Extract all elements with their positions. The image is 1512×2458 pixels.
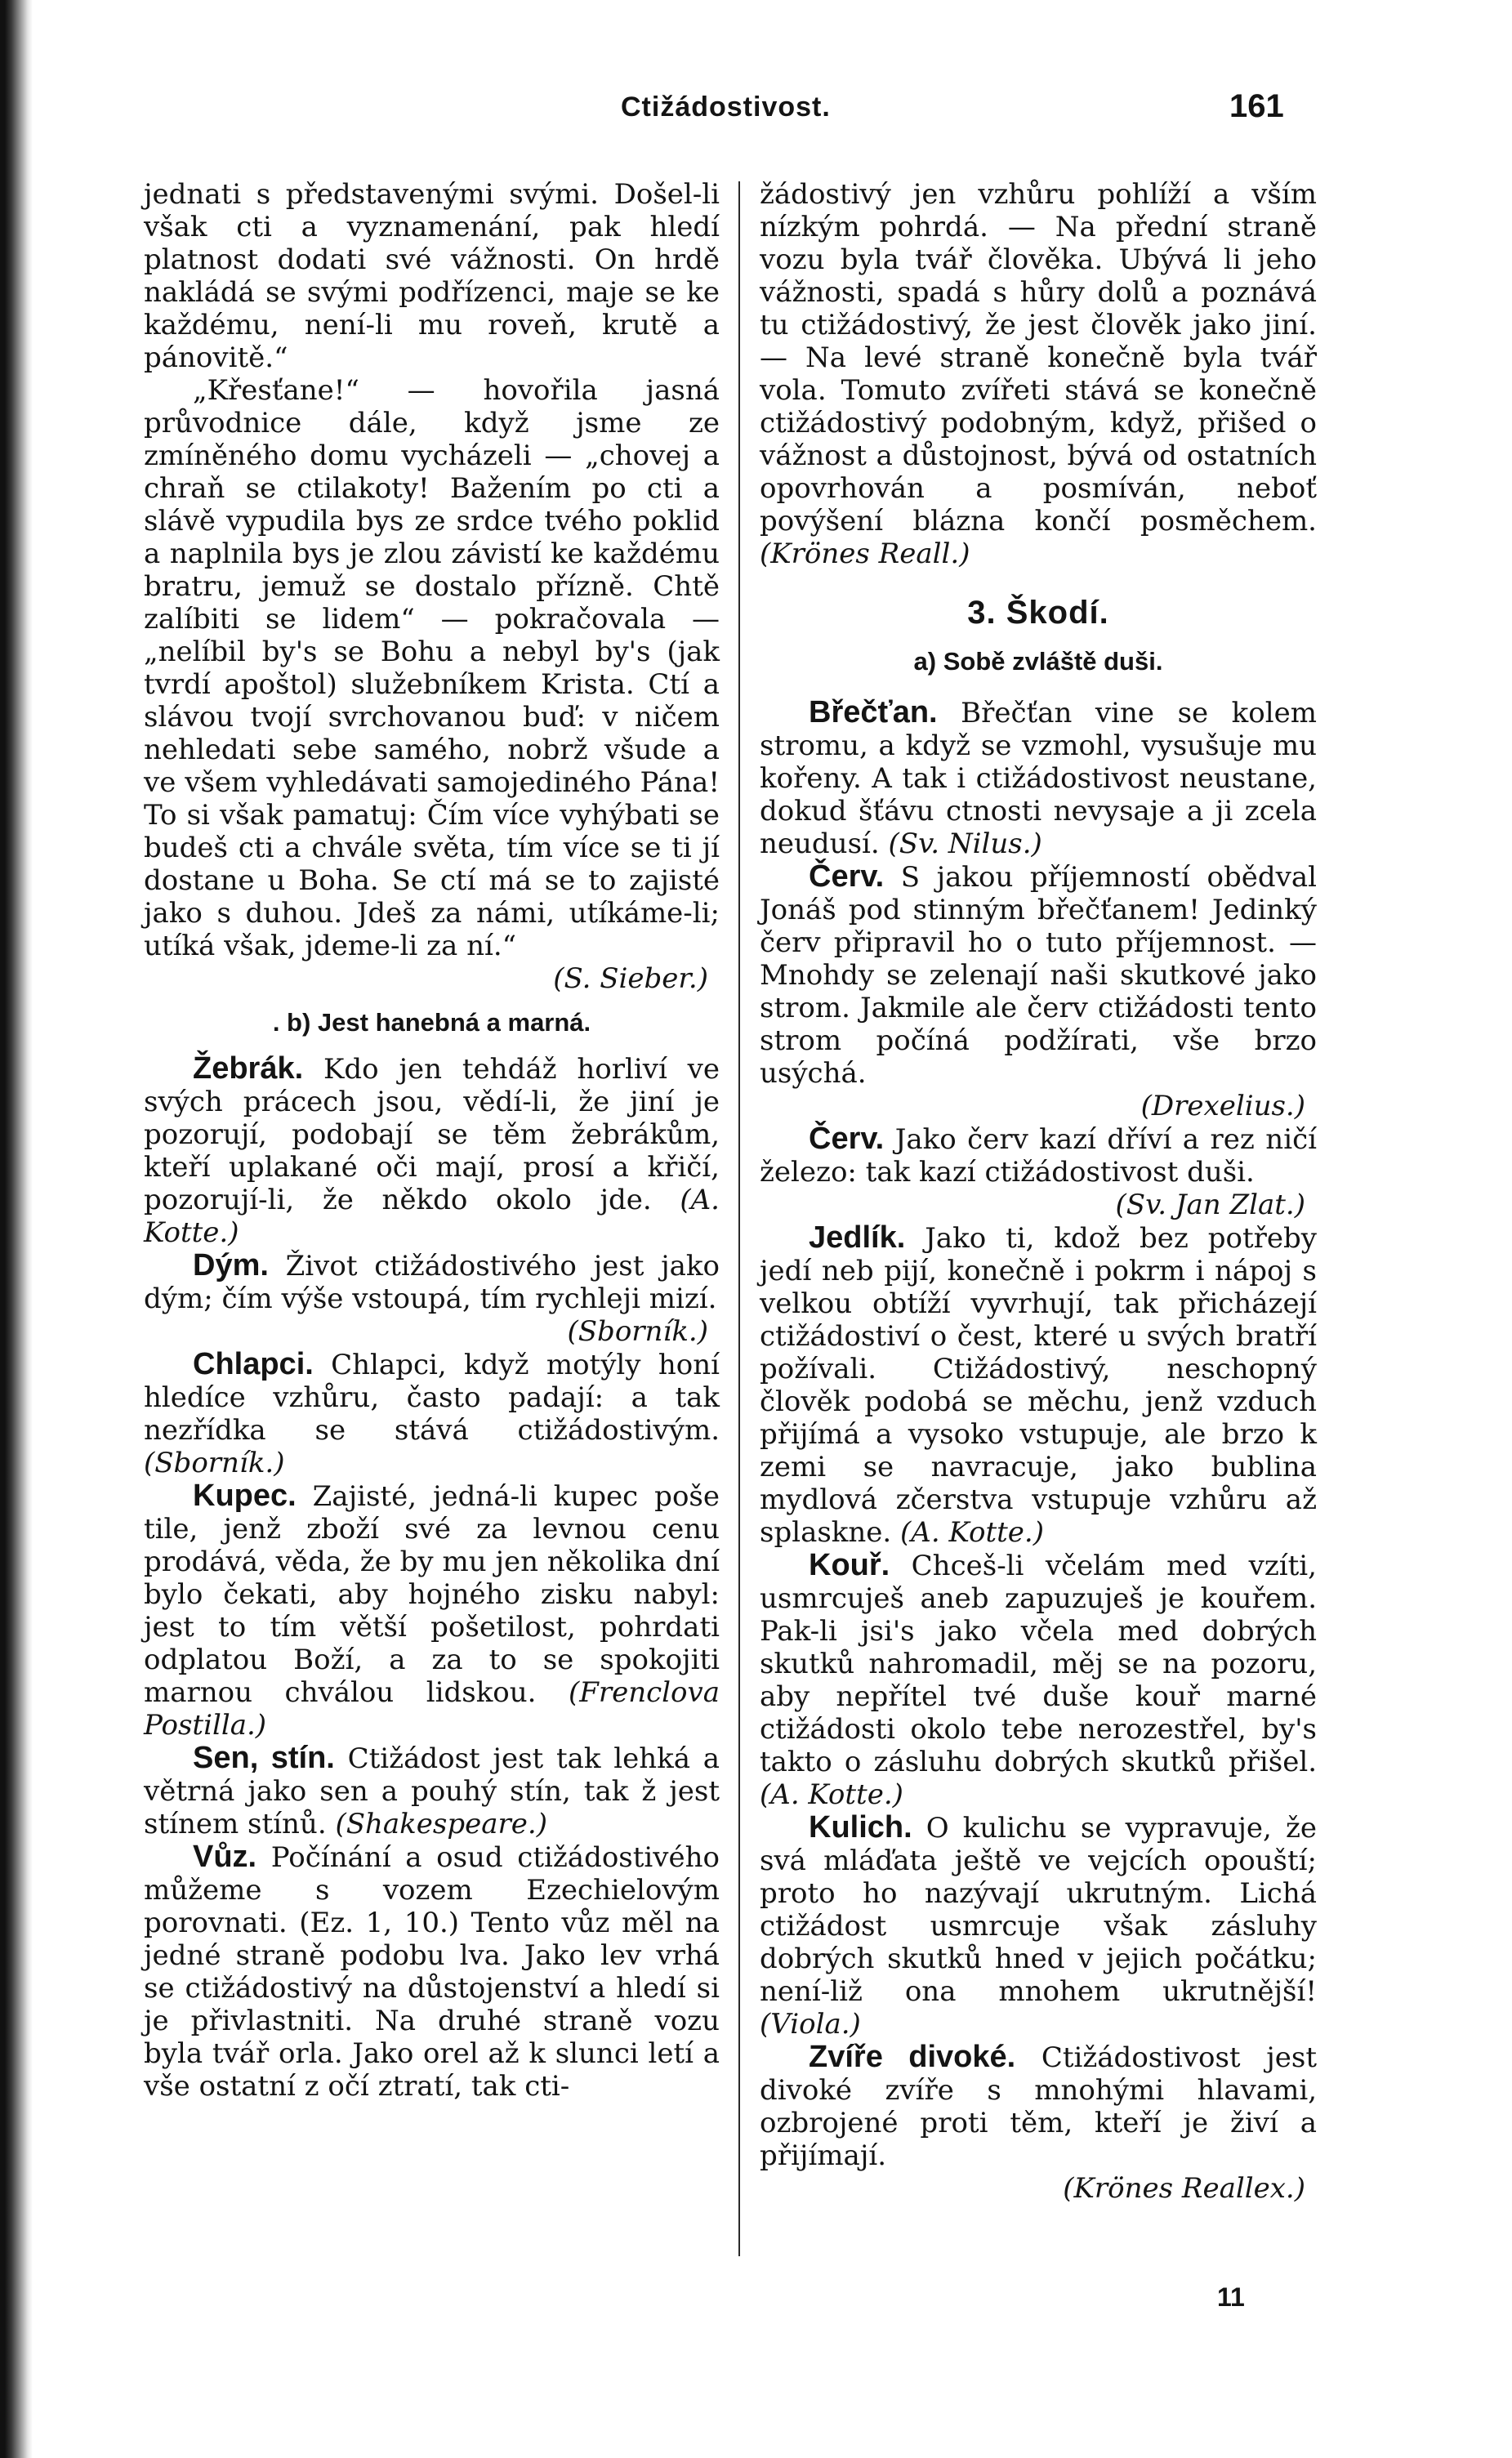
source-citation: (Sborník.) (567, 1315, 708, 1348)
subheading: . b) Jest hanebná a marná. (272, 1008, 591, 1037)
source-citation: (A. Kotte.) (760, 1778, 903, 1811)
entry-term: Vůz. (193, 1840, 257, 1874)
entry-text: Chceš-li včelám med vzíti, usmrcuješ aneb zapuzuješ je kouřem. Pak-li jsi's jako včela med dobrých skutků nahromadil, měj se na pozoru, aby nepřítel tvé duše kouř marné ctižádosti okolo tebe nerozestřel, by's takto o zásluhu dobrých skutků přišel. (760, 1550, 1317, 1778)
entry (760, 696, 1317, 860)
entry-term: Kouř. (809, 1548, 890, 1582)
source-citation: (Drexelius.) (1140, 1090, 1305, 1122)
paragraph (144, 374, 720, 995)
source-citation: (Sv. Nilus.) (888, 828, 1042, 860)
entry (760, 1221, 1317, 1549)
entry (760, 1122, 1317, 1221)
source-citation: (Krönes Reallex.) (1063, 2172, 1305, 2205)
left-column (144, 178, 720, 2103)
entry-term: Dým. (193, 1248, 269, 1283)
entry-term: Kupec. (193, 1479, 297, 1513)
column-divider (738, 181, 740, 2256)
entry-term: Chlapci. (193, 1347, 314, 1381)
entry (760, 860, 1317, 1122)
entry (144, 1840, 720, 2103)
entry-term: Červ. (809, 859, 885, 894)
entry-term: Jedlík. (809, 1220, 906, 1255)
entry-text: Zajisté, jedná-li kupec poše tile, jenž zboží své za levnou cenu prodává, věda, že by mu jen několika dní bylo čekati, aby hojného zisku nabyl: jest to tím větší pošetilost, pohrdati odplatou Boží, a za to se spokojiti marnou chválou lidskou. (144, 1480, 720, 1709)
entry (760, 1811, 1317, 2041)
entry (760, 2041, 1317, 2205)
source-citation: (Krönes Reall.) (760, 538, 970, 570)
source-citation: (S. Sieber.) (553, 962, 708, 995)
paragraph (760, 178, 1317, 570)
source-citation: (Frenclova Postilla.) (144, 1676, 720, 1742)
entry-text: Ctižádost jest tak lehká a větrná jako sen a pouhý stín, tak ž jest stínem stínů. (144, 1742, 720, 1840)
source-citation: (Shakespeare.) (335, 1808, 547, 1840)
source-citation: (A. Kotte.) (900, 1516, 1044, 1549)
entry-text: Počínání a osud ctižádostivého můžeme s vozem Ezechielovým porovnati. (Ez. 1, 10.) Tento vůz měl na jedné straně podobu lva. Jako lev vrhá se ctižádostivý na důstojenství a hledí si je přivlastniti. Na druhé straně vozu byla tvář orla. Jako orel až k slunci letí a vše ostatní z očí ztratí, tak cti- (144, 1841, 720, 2103)
entry-text: S jakou příjemností obědval Jonáš pod stinným břečťanem! Jedinký červ připravil ho o tuto příjemnost. — Mnohdy se zelenají naši skutkové jako strom. Jakmile ale červ ctižádosti tento strom počíná podžírati, vše brzo usýchá. (760, 861, 1317, 1090)
source-citation: (A. Kotte.) (144, 1184, 720, 1249)
entry-term: Žebrák. (193, 1051, 304, 1086)
entry-term: Červ. (809, 1122, 885, 1156)
entry (144, 1052, 720, 1249)
entry-text: Život ctižádostivého jest jako dým; čím výše vstoupá, tím rychleji mizí. (144, 1250, 720, 1315)
paragraph: jednati s představenými svými. Došel-li však cti a vyznamenání, pak hledí platnost dodati své vážnosti. On hrdě nakládá se svými podřízenci, maje se ke každému, není-li mu roveň, krutě a pánovitě.“ (144, 178, 720, 374)
entry-text: Ctižádostivost jest divoké zvíře s mnohými hlavami, ozbrojené proti těm, kteří je živí a přijímají. (760, 2041, 1317, 2172)
subheading: a) Sobě zvláště duši. (913, 647, 1163, 676)
running-header-title: Ctižádostivost. (621, 91, 831, 123)
entry-term: Sen, stín. (193, 1741, 335, 1775)
page-number: 161 (1229, 88, 1284, 124)
entry-text: Jako ti, kdož bez potřeby jedí neb pijí, konečně i pokrm i nápoj s velkou obtíží vyvrhují, tak přicházejí ctižádostiví o čest, které u svých bratří požívali. Ctižádostivý, neschopný člověk podobá se měchu, jenž vzduch přijímá a vysoko vstupuje, ale brzo k zemi se navracuje, jako bublina mydlová zčerstva vstupuje vzhůru až splaskne. (760, 1222, 1317, 1549)
entry (760, 1549, 1317, 1811)
section-heading: 3. Škodí. (967, 595, 1109, 631)
entry (144, 1249, 720, 1348)
entry-text: Jako červ kazí dříví a rez ničí železo: tak kazí ctižádostivost duši. (760, 1123, 1317, 1189)
source-citation: (Sborník.) (144, 1447, 285, 1479)
entry-term: Kulich. (809, 1810, 912, 1845)
printer-signature-mark: 11 (1217, 2282, 1245, 2312)
source-citation: (Sv. Jan Zlat.) (1115, 1189, 1305, 1221)
source-citation: (Viola.) (760, 2008, 861, 2041)
entry (144, 1348, 720, 1479)
entry-text: Chlapci, když motýly honí hledíce vzhůru, často padají: a tak nezřídka se stává ctižádostivým. (144, 1349, 720, 1447)
entry-text: Břečťan vine se kolem stromu, a když se vzmohl, vysušuje mu kořeny. A tak i ctižádostivost neustane, dokud šťávu ctnosti nevysaje a ji zcela neudusí. (760, 697, 1317, 860)
paragraph-text: žádostivý jen vzhůru pohlíží a vším nízkým pohrdá. — Na přední straně vozu byla tvář člověka. Ubývá li jeho vážnosti, spadá s hůry dolů a poznává tu ctižádostivý, že jest člověk jako jiní. — Na levé straně konečně byla tvář vola. Tomuto zvířeti stává se konečně ctižádostivý podobným, když, přišed o vážnost a důstojnost, bývá od ostatních opovrhován a posmíván, neboť povýšení blázna končí posměchem. (760, 178, 1317, 538)
paragraph-text: „Křesťane!“ — hovořila jasná průvodnice dále, když jsme ze zmíněného domu vycházeli — „chovej a chraň se ctilakoty! Bažením po cti a slávě vypudila bys ze srdce tvého poklid a naplnila bys je zlou závistí ke každému bratru, jemuž se dostalo přízně. Chtě zalíbiti se lidem“ — pokračovala — „nelíbil by's se Bohu a nebyl by's (jak tvrdí apoštol) služebníkem Krista. Ctí a slávou tvojí svrchovanou buď: v ničem nehledati sebe samého, nobrž všude a ve všem vyhledávati samojediného Pána! To si však pamatuj: Čím více vyhýbati se budeš cti a chvále světa, tím více se ti jí dostane u Boha. Se ctí má se to zajisté jako s duhou. Jdeš za námi, utíkáme-li; utíká však, jdeme-li za ní.“ (144, 374, 720, 962)
entry (144, 1742, 720, 1840)
entry-term: Zvíře divoké. (809, 2040, 1016, 2074)
right-column (760, 178, 1317, 2205)
entry-text: Kdo jen tehdáž horliví ve svých prácech jsou, vědí-li, že jiní je pozorují, podobají se těm žebrákům, kteří uplakané oči mají, prosí a křičí, pozorují-li, že někdo okolo jde. (144, 1053, 720, 1216)
entry-term: Břečťan. (809, 695, 938, 729)
entry (144, 1479, 720, 1742)
entry-text: O kulichu se vypravuje, že svá mláďata ještě ve vejcích opouští; proto ho nazývají ukrutným. Lichá ctižádost usmrcuje však zásluhy dobrých skutků hned v jejich počátku; není-liž ona mnohem ukrutnější! (760, 1812, 1317, 2008)
